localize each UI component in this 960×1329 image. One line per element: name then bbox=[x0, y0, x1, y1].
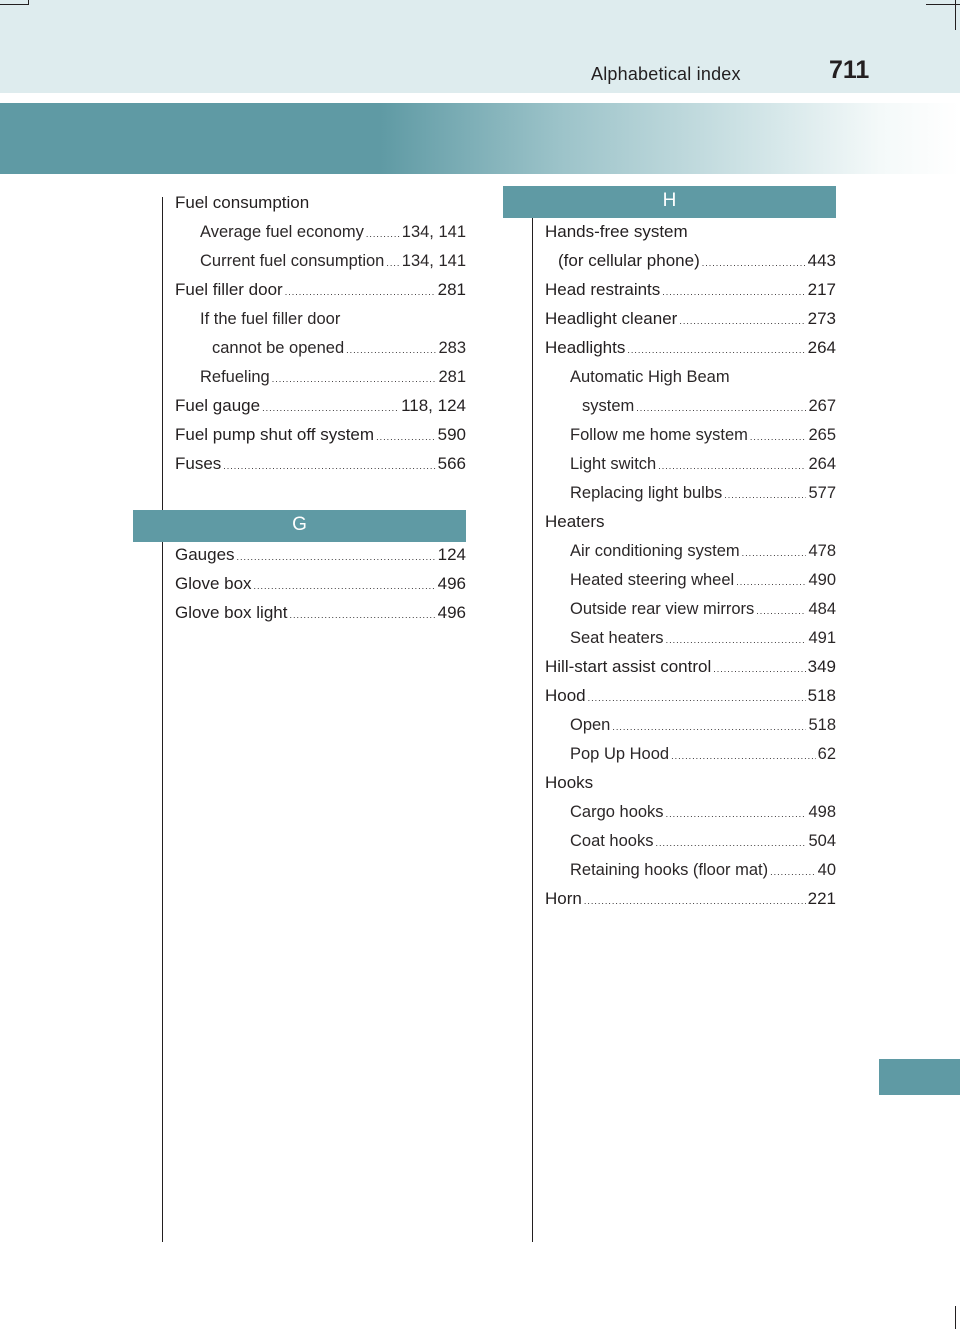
index-entry bbox=[570, 627, 836, 651]
index-entry bbox=[570, 714, 836, 738]
index-entry bbox=[545, 772, 593, 794]
entry-page: 283 bbox=[438, 339, 466, 357]
entry-term: Horn bbox=[545, 889, 582, 908]
dot-leader bbox=[386, 252, 399, 274]
crop-mark bbox=[955, 0, 956, 30]
entry-page: 267 bbox=[808, 397, 836, 415]
index-entry bbox=[570, 801, 836, 825]
dot-leader bbox=[584, 890, 806, 912]
index-entry bbox=[175, 602, 466, 626]
index-entry bbox=[545, 511, 605, 533]
index-entry bbox=[175, 424, 466, 448]
dot-leader bbox=[612, 716, 806, 738]
entry-term: Glove box bbox=[175, 574, 252, 593]
entry-term: Automatic High Beam bbox=[570, 368, 730, 386]
left-column-rule bbox=[162, 197, 163, 1242]
entry-page: 281 bbox=[438, 368, 466, 386]
entry-page: 273 bbox=[807, 309, 836, 328]
dot-leader bbox=[702, 252, 806, 274]
right-column-rule bbox=[532, 218, 533, 1242]
dot-leader bbox=[724, 484, 806, 506]
index-entry bbox=[545, 308, 836, 332]
index-entry bbox=[200, 250, 466, 274]
crop-mark bbox=[0, 4, 28, 5]
entry-page: 349 bbox=[807, 657, 836, 676]
index-side-tab bbox=[879, 1059, 960, 1095]
entry-term: Current fuel consumption bbox=[200, 252, 385, 270]
index-entry bbox=[545, 656, 836, 680]
dot-leader bbox=[679, 310, 805, 332]
entry-term: cannot be opened bbox=[212, 339, 345, 357]
index-entry bbox=[175, 573, 466, 597]
entry-term: Headlights bbox=[545, 338, 626, 357]
dot-leader bbox=[658, 455, 806, 477]
dot-leader bbox=[671, 745, 816, 767]
dot-leader bbox=[770, 861, 816, 883]
entry-page: 134, 141 bbox=[401, 223, 466, 241]
entry-page: 62 bbox=[817, 745, 836, 763]
dot-leader bbox=[666, 803, 807, 825]
entry-page: 490 bbox=[808, 571, 836, 589]
index-entry bbox=[200, 308, 340, 330]
index-entry bbox=[212, 337, 466, 361]
entry-term: Coat hooks bbox=[570, 832, 654, 850]
dot-leader bbox=[289, 604, 435, 626]
dot-leader bbox=[742, 542, 807, 564]
entry-page: 124 bbox=[437, 545, 466, 564]
entry-term: Hill-start assist control bbox=[545, 657, 712, 676]
dot-leader bbox=[237, 546, 436, 568]
header-title: Alphabetical index bbox=[591, 64, 741, 84]
entry-term: Hooks bbox=[545, 773, 594, 792]
index-entry bbox=[200, 221, 466, 245]
entry-term: Follow me home system bbox=[570, 426, 748, 444]
entry-page: 577 bbox=[808, 484, 836, 502]
index-entry bbox=[175, 544, 466, 568]
entry-page: 478 bbox=[808, 542, 836, 560]
entry-term: Pop Up Hood bbox=[570, 745, 670, 763]
dot-leader bbox=[223, 455, 435, 477]
entry-page: 264 bbox=[807, 338, 836, 357]
dot-leader bbox=[636, 397, 806, 419]
index-entry bbox=[570, 830, 836, 854]
dot-leader bbox=[662, 281, 805, 303]
entry-term: Cargo hooks bbox=[570, 803, 664, 821]
entry-term: Average fuel economy bbox=[200, 223, 364, 241]
entry-term: Gauges bbox=[175, 545, 235, 564]
entry-term: Headlight cleaner bbox=[545, 309, 678, 328]
dot-leader bbox=[736, 571, 806, 593]
index-entry bbox=[570, 453, 836, 477]
entry-page: 484 bbox=[808, 600, 836, 618]
crop-mark bbox=[28, 0, 29, 5]
entry-term: Outside rear view mirrors bbox=[570, 600, 755, 618]
dot-leader bbox=[713, 658, 805, 680]
entry-page: 566 bbox=[437, 454, 466, 473]
dot-leader bbox=[272, 368, 437, 390]
entry-page: 443 bbox=[807, 251, 836, 270]
entry-term: Hood bbox=[545, 686, 586, 705]
index-entry bbox=[175, 192, 309, 214]
entry-page: 590 bbox=[437, 425, 466, 444]
index-entry bbox=[570, 424, 836, 448]
entry-page: 281 bbox=[437, 280, 466, 299]
header-band bbox=[0, 0, 960, 93]
entry-page: 134, 141 bbox=[401, 252, 466, 270]
entry-page: 504 bbox=[808, 832, 836, 850]
entry-term: Seat heaters bbox=[570, 629, 664, 647]
index-entry bbox=[582, 395, 836, 419]
entry-page: 491 bbox=[808, 629, 836, 647]
index-entry bbox=[570, 743, 836, 767]
crop-mark bbox=[955, 1306, 956, 1329]
index-entry bbox=[570, 482, 836, 506]
entry-term: Fuel pump shut off system bbox=[175, 425, 375, 444]
index-entry bbox=[558, 250, 836, 274]
entry-page: 217 bbox=[807, 280, 836, 299]
entry-page: 496 bbox=[437, 603, 466, 622]
header-gradient-bar bbox=[0, 103, 960, 174]
dot-leader bbox=[655, 832, 806, 854]
dot-leader bbox=[346, 339, 436, 361]
entry-term: Fuel consumption bbox=[175, 193, 310, 212]
index-entry bbox=[175, 279, 466, 303]
entry-term: Light switch bbox=[570, 455, 657, 473]
index-entry bbox=[570, 598, 836, 622]
entry-term: Heated steering wheel bbox=[570, 571, 735, 589]
dot-leader bbox=[627, 339, 805, 361]
entry-page: 518 bbox=[808, 716, 836, 734]
entry-term: (for cellular phone) bbox=[558, 251, 700, 270]
dot-leader bbox=[366, 223, 400, 245]
dot-leader bbox=[588, 687, 806, 709]
index-entry bbox=[545, 888, 836, 912]
entry-term: Glove box light bbox=[175, 603, 288, 622]
index-entry bbox=[570, 859, 836, 883]
index-entry bbox=[570, 569, 836, 593]
dot-leader bbox=[285, 281, 436, 303]
entry-term: Hands-free system bbox=[545, 222, 688, 241]
entry-term: Fuel filler door bbox=[175, 280, 283, 299]
entry-term: Open bbox=[570, 716, 611, 734]
index-entry bbox=[570, 366, 730, 388]
entry-term: system bbox=[582, 397, 635, 415]
index-entry bbox=[175, 453, 466, 477]
entry-term: Fuel gauge bbox=[175, 396, 261, 415]
index-entry bbox=[545, 685, 836, 709]
index-entry bbox=[570, 540, 836, 564]
entry-term: Refueling bbox=[200, 368, 270, 386]
index-entry bbox=[175, 395, 466, 419]
entry-term: Retaining hooks (floor mat) bbox=[570, 861, 769, 879]
entry-page: 518 bbox=[807, 686, 836, 705]
entry-page: 264 bbox=[808, 455, 836, 473]
section-header-h: H bbox=[503, 186, 836, 218]
dot-leader bbox=[262, 397, 399, 419]
entry-term: Replacing light bulbs bbox=[570, 484, 723, 502]
entry-term: Head restraints bbox=[545, 280, 661, 299]
entry-page: 118, 124 bbox=[401, 396, 466, 415]
index-entry bbox=[545, 279, 836, 303]
entry-term: Heaters bbox=[545, 512, 605, 531]
index-entry bbox=[545, 221, 688, 243]
index-entry bbox=[545, 337, 836, 361]
dot-leader bbox=[756, 600, 806, 622]
entry-term: Fuses bbox=[175, 454, 222, 473]
entry-page: 498 bbox=[808, 803, 836, 821]
dot-leader bbox=[666, 629, 807, 651]
dot-leader bbox=[750, 426, 807, 448]
entry-page: 221 bbox=[807, 889, 836, 908]
entry-term: If the fuel filler door bbox=[200, 310, 341, 328]
entry-page: 265 bbox=[808, 426, 836, 444]
dot-leader bbox=[376, 426, 436, 448]
entry-page: 496 bbox=[437, 574, 466, 593]
dot-leader bbox=[254, 575, 436, 597]
section-header-g: G bbox=[133, 510, 466, 542]
entry-page: 40 bbox=[817, 861, 836, 879]
page-number: 711 bbox=[829, 56, 870, 84]
entry-term: Air conditioning system bbox=[570, 542, 740, 560]
index-entry bbox=[200, 366, 466, 390]
